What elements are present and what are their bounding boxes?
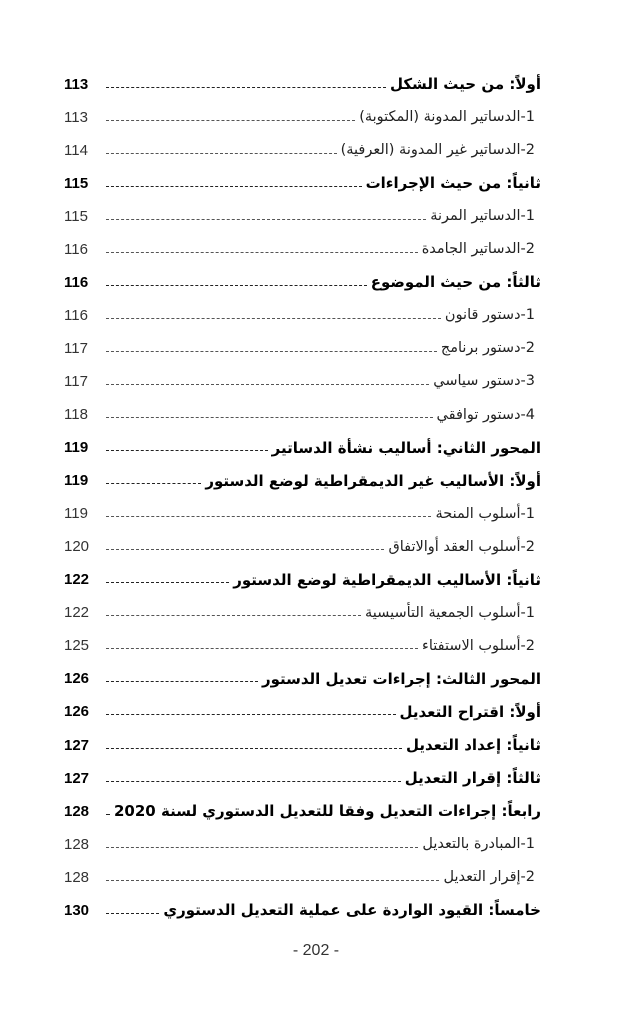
toc-entry (64, 399, 541, 431)
toc-entry (64, 894, 541, 926)
toc-entry-label: 3-دستور سياسي (433, 373, 535, 390)
toc-entry (64, 696, 541, 728)
toc-entry-label: أولاً: الأساليب غير الديمقراطية لوضع الدستور (205, 471, 541, 490)
toc-entry-label: 1-أسلوب الجمعية التأسيسية (365, 604, 535, 621)
toc-page-number: 117 (64, 339, 88, 357)
toc-dot-leader (106, 120, 355, 121)
toc-entry (64, 365, 541, 397)
toc-entry-label: ثالثاً: إقرار التعديل (404, 769, 541, 788)
toc-entry-label: 2-إقرار التعديل (443, 869, 535, 886)
toc-dot-leader (106, 153, 337, 154)
toc-entry (64, 828, 541, 860)
toc-page-number: 122 (64, 571, 90, 589)
toc-entry-label: رابعاً: إجراءات التعديل وفقا للتعديل الدستوري لسنة 2020 (114, 802, 541, 821)
toc-page-number: 126 (64, 670, 90, 688)
toc-entry-label: 1-أسلوب المنحة (435, 505, 535, 522)
toc-page-number: 126 (64, 703, 90, 721)
toc-entry (64, 564, 541, 596)
toc-entry (64, 299, 541, 331)
toc-entry (64, 332, 541, 364)
toc-entry-label: 2-الدساتير الجامدة (421, 241, 535, 258)
toc-page-number: 128 (64, 802, 90, 820)
toc-page-number: 130 (64, 901, 90, 919)
toc-entry-label: 1-دستور قانون (444, 307, 535, 324)
toc-entry (64, 630, 541, 662)
toc-entry (64, 134, 541, 166)
toc-dot-leader (106, 748, 402, 749)
toc-page-number: 122 (64, 604, 90, 622)
toc-page-number: 114 (64, 141, 88, 159)
toc-entry (64, 795, 541, 827)
toc-page-number: 116 (64, 240, 88, 258)
toc-entry (64, 597, 541, 629)
toc-entry (64, 266, 541, 298)
toc-entry (64, 432, 541, 464)
toc-dot-leader (106, 285, 367, 286)
toc-entry-label: 2-الدساتير غير المدونة (العرفية) (340, 142, 535, 159)
toc-entry-label: المحور الثالث: إجراءات تعديل الدستور (261, 669, 541, 688)
toc-dot-leader (106, 252, 418, 253)
toc-entry (64, 167, 541, 199)
toc-entry-label: ثانياً: إعداد التعديل (405, 736, 541, 754)
toc-dot-leader (106, 880, 439, 881)
toc-entry (64, 233, 541, 265)
toc-entry (64, 68, 541, 100)
toc-page-number: 118 (64, 406, 88, 423)
toc-entry-label: 1-الدساتير المدونة (المكتوبة) (359, 109, 535, 126)
toc-page-number: 117 (64, 372, 88, 390)
toc-entry (64, 663, 541, 695)
toc-entry-label: 1-الدساتير المرنة (430, 208, 535, 225)
toc-entry (64, 200, 541, 232)
toc-dot-leader (106, 681, 258, 682)
toc-entry-label: أولاً: اقتراح التعديل (399, 702, 541, 721)
toc-page-number: 127 (64, 736, 90, 754)
toc-entry (64, 498, 541, 530)
toc-page-number: 127 (64, 769, 90, 787)
toc-dot-leader (106, 582, 229, 583)
toc-page-number: 120 (64, 538, 90, 556)
toc-dot-leader (106, 87, 386, 88)
toc-entry (64, 861, 541, 893)
toc-entry (64, 762, 541, 794)
toc-entry-label: ثانياً: من حيث الإجراءات (365, 174, 541, 193)
toc-page-number: 128 (64, 868, 90, 886)
toc-entry-label: 2-أسلوب الاستفتاء (422, 637, 535, 654)
toc-dot-leader (106, 351, 437, 352)
toc-entry (64, 531, 541, 563)
toc-dot-leader (106, 615, 361, 616)
toc-page-number: 119 (64, 472, 89, 490)
toc-page-number: 115 (64, 174, 89, 192)
toc-entry-label: خامساً: القيود الواردة على عملية التعديل الدستوري (163, 901, 541, 920)
toc-page-number: 113 (64, 108, 88, 126)
toc-entry-label: المحور الثاني: أساليب نشأة الدساتير (271, 438, 541, 457)
toc-page-number: 119 (64, 505, 88, 523)
toc-page-number: 119 (64, 439, 89, 457)
toc-entry-label: أولاً: من حيث الشكل (389, 75, 541, 93)
toc-dot-leader (106, 781, 401, 782)
toc-entry (64, 729, 541, 761)
toc-dot-leader (106, 913, 159, 914)
toc-entry-label: ثالثاً: من حيث الموضوع (370, 273, 541, 292)
toc-entry-label: 4-دستور توافقي (436, 406, 535, 423)
toc-dot-leader (106, 847, 418, 848)
toc-dot-leader (106, 186, 362, 187)
toc-dot-leader (106, 417, 433, 418)
toc-page-number: 125 (64, 637, 90, 655)
toc-dot-leader (106, 384, 429, 385)
toc-dot-leader (106, 648, 418, 649)
toc-dot-leader (106, 219, 426, 220)
toc-dot-leader (106, 450, 268, 451)
toc-entry-label: 2-دستور برنامج (440, 340, 535, 357)
toc-entry-label: 2-أسلوب العقد أوالاتفاق (388, 538, 535, 555)
toc-dot-leader (106, 483, 201, 484)
toc-page-number: 113 (64, 75, 89, 93)
toc-dot-leader (106, 714, 396, 715)
toc-dot-leader (106, 516, 431, 517)
toc-entry (64, 465, 541, 497)
toc-page-number: 116 (64, 273, 89, 291)
page-number-footer: - 202 - (292, 942, 340, 959)
toc-page-number: 116 (64, 306, 88, 324)
toc-dot-leader (106, 814, 110, 815)
toc-entry-label: ثانياً: الأساليب الديمقراطية لوضع الدستور (233, 570, 541, 589)
toc-entry (64, 101, 541, 133)
toc-page-number: 115 (64, 207, 88, 225)
toc-entry-label: 1-المبادرة بالتعديل (422, 836, 535, 853)
toc-page-number: 128 (64, 835, 90, 853)
toc-dot-leader (106, 549, 384, 550)
toc-dot-leader (106, 318, 441, 319)
